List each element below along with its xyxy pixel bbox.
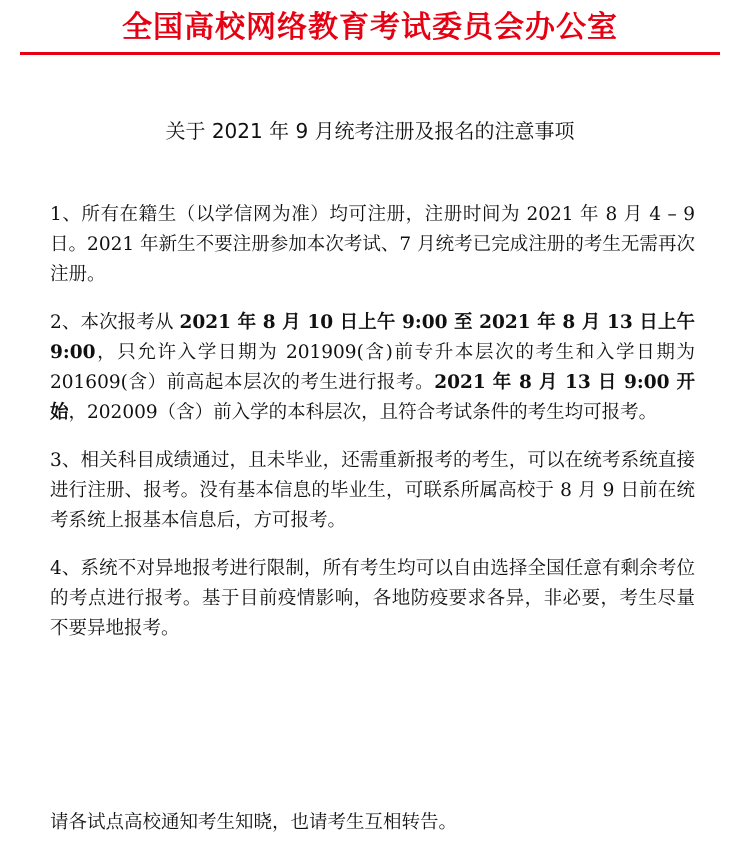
paragraph-2-text-c: ，202009（含）前入学的本科层次，且符合考试条件的考生均可报考。 xyxy=(68,402,658,423)
closing-note: 请各试点高校通知考生知晓，也请考生互相转告。 xyxy=(50,812,458,833)
paragraph-1: 1、所有在籍生（以学信网为准）均可注册，注册时间为 2021 年 8 月 4 – 9 日。2021 年新生不要注册参加本次考试、7 月统考已完成注册的考生无需再次注册。 xyxy=(50,204,695,285)
paragraph-2-text-b: ，只允许入学日期为 201909(含)前专升本层次的考生和入学日期为 201609(含）前高起本层次的考生进行报考。 xyxy=(50,342,695,393)
document-title: 关于 2021 年 9 月统考注册及报名的注意事项 xyxy=(165,119,575,143)
header-red-rule xyxy=(20,52,720,55)
document-body xyxy=(50,200,695,662)
paragraph-2-text-a: 2、本次报考从 xyxy=(50,312,180,333)
document-header xyxy=(0,8,740,48)
issuer-title: 全国高校网络教育考试委员会办公室 xyxy=(122,10,618,45)
paragraph-4: 4、系统不对异地报考进行限制，所有考生均可以自由选择全国任意有剩余考位的考点进行报考。基于目前疫情影响，各地防疫要求各异，非必要，考生尽量不要异地报考。 xyxy=(50,558,695,639)
paragraph-2-bold-start: 2021 年 8 月 13 日 9:00 开始 xyxy=(50,372,696,423)
paragraph-2-bold-period: 2021 年 8 月 10 日上午 9:00 至 2021 年 8 月 13 日上午 9:00 xyxy=(50,312,695,363)
paragraph-2 xyxy=(50,308,695,428)
paragraph-3: 3、相关科目成绩通过，且未毕业，还需重新报考的考生，可以在统考系统直接进行注册、报考。没有基本信息的毕业生，可联系所属高校于 8 月 9 日前在统考系统上报基本信息后，方可报考。 xyxy=(50,450,695,531)
